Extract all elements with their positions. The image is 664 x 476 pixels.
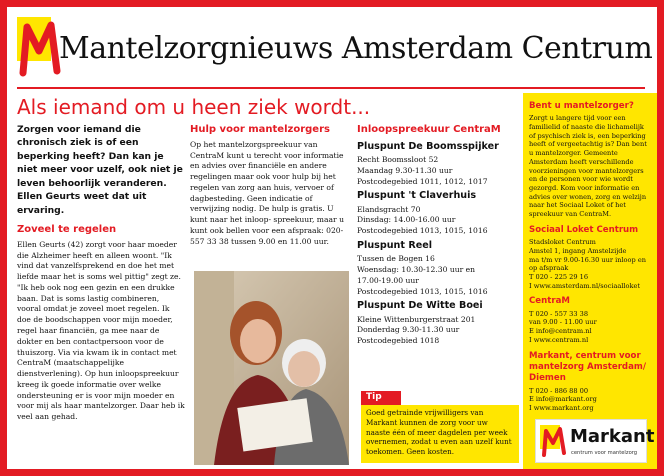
sidebar-question-text: Zorgt u langere tijd voor een familielid of naaste die lichamelijk of psychisch ziek is, een beperking heeft of vergeetachtig is? Dan bent u mantelzorger. Gemeente Amsterdam heeft verschillende voorzieningen voor mantelzorgers en de personen voor wie wordt gezorgd. Kom voor informatie en advies over wonen, zorg en welzijn naar het Sociaal Loket of het spreekuur van CentraM. xyxy=(529,114,647,219)
location-postcodes: Postcodegebied 1018 xyxy=(357,336,440,346)
location-postcodes: Postcodegebied 1011, 1012, 1017 xyxy=(357,176,488,186)
location-address: Kleine Wittenburgerstraat 201 xyxy=(357,314,476,324)
markant-website-link[interactable]: I www.markant.org xyxy=(529,403,594,412)
markant-logo xyxy=(535,419,655,463)
markant-email-link[interactable]: E info@markant.org xyxy=(529,395,597,404)
location-item xyxy=(357,299,519,347)
centram-heading: CentraM xyxy=(529,296,570,307)
tip-label: Tip xyxy=(361,391,401,405)
location-name: Pluspunt De Boomsspijker xyxy=(357,140,499,152)
sociaal-loket-line: ma t/m vr 9.00-16.30 uur inloop en xyxy=(529,255,646,264)
column-intro xyxy=(17,123,185,423)
location-hours: Maandag 9.30-11.30 uur xyxy=(357,165,453,175)
location-list xyxy=(357,140,519,347)
markant-m-icon xyxy=(540,425,568,459)
markant-logo-name: Markant xyxy=(570,426,655,447)
tip-box xyxy=(361,405,519,463)
page-content xyxy=(7,7,657,469)
mantelzorg-m-logo-icon xyxy=(17,17,61,79)
location-postcodes: Postcodegebied 1013, 1015, 1016 xyxy=(357,226,488,236)
markant-logo-subtitle: centrum voor mantelzorg xyxy=(571,450,638,456)
markant-heading: Markant, centrum voor mantelzorg Amsterdam/ Diemen xyxy=(529,350,646,384)
story-text: Ellen Geurts (42) zorgt voor haar moeder die Alzheimer heeft en alleen woont. "Ik vind dat vanzelfsprekend en doe het met liefde maar het is soms wel pittig" zegt ze. "Ik heb ook nog een gezin en een drukke baan. Dat is soms lastig combineren, vooral omdat je zoveel moet regelen. Ik doe de boodschappen voor mijn moeder, regel haar financiën, ga mee naar de dokter en ben contactpersoon voor de thuiszorg. Via via kwam ik in contact met CentraM (maatschappelijke dienstverlening). Op hun inloopspreekuur kreeg ik goede informatie over welke ondersteuning er is voor mijn moeder en voor mij als haar mantelzorger. Daar heb ik veel aan gehad. xyxy=(17,239,185,422)
headline: Als iemand om u heen ziek wordt... xyxy=(17,95,371,119)
sociaal-loket-line: Amstel 1, ingang Amstelzijde xyxy=(529,246,627,255)
masthead-divider xyxy=(17,87,645,89)
inloop-heading: Inloopspreekuur CentraM xyxy=(357,124,501,135)
location-name: Pluspunt De Witte Boei xyxy=(357,300,483,312)
location-address: Tussen de Bogen 16 xyxy=(357,254,435,264)
location-item xyxy=(357,140,519,188)
intro-paragraph: Zorgen voor iemand die chronisch ziek is of een beperking heeft? Dan kan je niet meer voor uzelf, ook niet je leven behoorlijk veranderen. Ellen Geurts weet dat uit ervaring. xyxy=(17,124,183,216)
info-sidebar xyxy=(523,93,657,469)
location-postcodes: Postcodegebied 1013, 1015, 1016 xyxy=(357,286,488,296)
markant-phone[interactable]: T 020 - 886 88 00 xyxy=(529,386,589,395)
tip-text: Goed getrainde vrijwilligers van Markant kunnen de zorg voor uw naaste één of meer dagdelen per week overnemen, zodat u even aan uzelf kunt toekomen. Geen kosten. xyxy=(366,408,512,457)
column-hulp xyxy=(190,123,352,248)
location-item xyxy=(357,189,519,237)
location-name: Pluspunt 't Claverhuis xyxy=(357,190,477,202)
location-hours: Dinsdag: 14.00-16.00 uur xyxy=(357,215,456,225)
location-address: Recht Boomssloot 52 xyxy=(357,155,439,165)
hulp-text: Op het mantelzorgspreekuur van CentraM kunt u terecht voor informatie en advies over financiële en andere regelingen maar ook voor hulp bij het regelen van zorg aan huis, vervoer of dagbesteding. Geen indicatie of verwijzing nodig. De hulp is gratis. U kunt naar het inloop- spreekuur, maar u kunt ook bellen voor een afspraak: 020-557 33 38 tussen 9.00 en 11.00 uur. xyxy=(190,139,344,246)
story-heading: Zoveel te regelen xyxy=(17,223,117,235)
location-name: Pluspunt Reel xyxy=(357,239,433,251)
column-inloop xyxy=(357,123,519,347)
sociaal-loket-line: Stadsloket Centrum xyxy=(529,238,596,247)
location-address: Elandsgracht 70 xyxy=(357,204,421,214)
sidebar-question-heading: Bent u mantelzorger? xyxy=(529,101,634,111)
centram-website-link[interactable]: I www.centram.nl xyxy=(529,335,589,344)
location-hours: Donderdag 9.30-11.30 uur xyxy=(357,325,460,335)
masthead-title: Mantelzorgnieuws Amsterdam Centrum xyxy=(59,31,653,66)
centram-hours: van 9.00 - 11.00 uur xyxy=(529,318,597,327)
centram-email-link[interactable]: E info@centram.nl xyxy=(529,327,592,336)
location-item xyxy=(357,239,519,297)
sociaal-loket-phone[interactable]: T 020 - 225 29 16 xyxy=(529,272,589,281)
hulp-heading: Hulp voor mantelzorgers xyxy=(190,124,330,135)
sociaal-loket-line: op afspraak xyxy=(529,264,569,273)
sociaal-loket-heading: Sociaal Loket Centrum xyxy=(529,224,639,235)
location-hours: Woensdag: 10.30-12.30 uur en xyxy=(357,264,476,274)
location-hours: 17.00-19.00 uur xyxy=(357,275,419,285)
centram-phone[interactable]: T 020 - 557 33 38 xyxy=(529,309,589,318)
sociaal-loket-website-link[interactable]: I www.amsterdam.nl/sociaalloket xyxy=(529,281,641,290)
caregiver-photo xyxy=(194,271,349,465)
